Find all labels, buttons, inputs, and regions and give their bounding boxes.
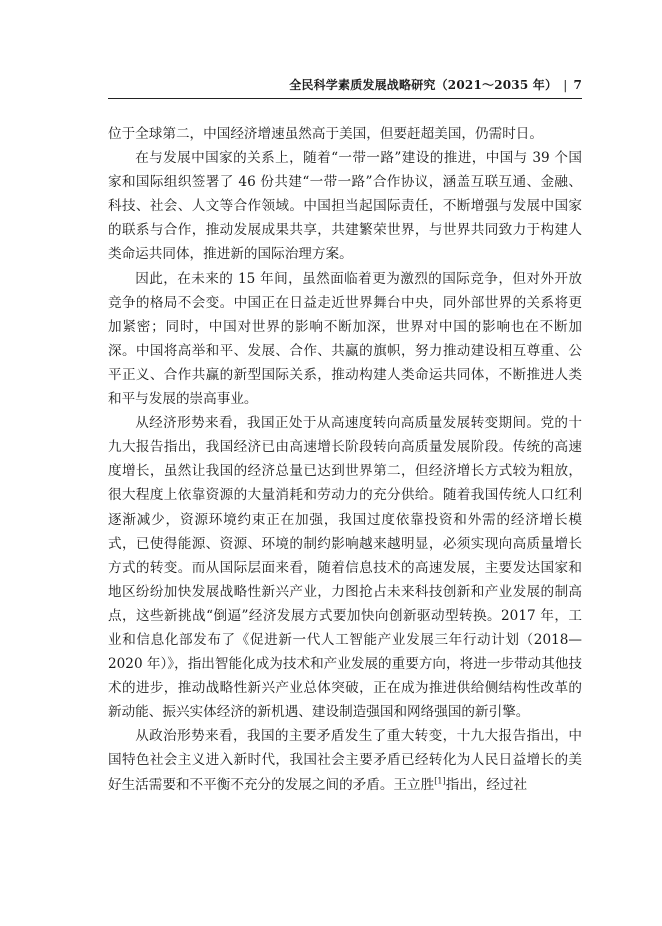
paragraph-1: 位于全球第二，中国经济增速虽然高于美国，但要赶超美国，仍需时日。 (108, 126, 543, 142)
paragraph-2: 在与发展中国家的关系上，随着“一带一路”建设的推进，中国与 39 个国家和国际组织签署了 46 份共建“一带一路”合作协议，涵盖互联互通、金融、科技、社会、人文等合作领域。中国担当起国际责任，不断增强与发展中国家的联系与合作，推动发展成果共享，共建繁荣世界，与世界共同致力于构建人类命运共同体，推进新的国际治理方案。 (108, 150, 582, 263)
header-separator: | (563, 77, 568, 92)
book-title: 全民科学素质发展战略研究（2021～2035 年） (289, 78, 558, 92)
paragraph-3: 因此，在未来的 15 年间，虽然面临着更为激烈的国际竞争，但对外开放竞争的格局不会变。中国正在日益走近世界舞台中央，同外部世界的关系将更加紧密；同时，中国对世界的影响不断加深，世界对中国的影响也在不断加深。中国将高举和平、发展、合作、共赢的旗帜，努力推动建设相互尊重、公平正义、合作共赢的新型国际关系，推动构建人类命运共同体，不断推进人类和平与发展的崇高事业。 (108, 270, 582, 408)
paragraph-5-text-start: 从政治形势来看，我国的主要矛盾发生了重大转变，十九大报告指出，中国特色社会主义进入新时代，我国社会主要矛盾已经转化为人民日益增长的美好生活需要和不平衡不充分的发展之间的矛盾。王立胜 (108, 728, 582, 793)
header-rule (108, 98, 582, 99)
paragraph-5-text-end: 指出，经过社 (445, 776, 528, 793)
paragraph-5 (108, 724, 582, 796)
page-number: 7 (573, 77, 582, 92)
paragraph-4: 从经济形势来看，我国正处于从高速度转向高质量发展转变期间。党的十九大报告指出，我国经济已由高速增长阶段转向高质量发展阶段。传统的高速度增长，虽然让我国的经济总量已达到世界第二，但经济增长方式较为粗放，很大程度上依靠资源的大量消耗和劳动力的充分供给。随着我国传统人口红利逐渐减少，资源环境约束正在加强，我国过度依靠投资和外需的经济增长模式，已使得能源、资源、环境的制约影响越来越明显，必须实现向高质量增长方式的转变。而从国际层面来看，随着信息技术的高速发展，主要发达国家和地区纷纷加快发展战略性新兴产业，力图抢占未来科技创新和产业发展的制高点，这些新挑战“倒逼”经济发展方式要加快向创新驱动型转换。2017 年，工业和信息化部发布了《促进新一代人工智能产业发展三年行动计划（2018—2020 年）》，指出智能化成为技术和产业发展的重要方向，将进一步带动其他技术的进步，推动战略性新兴产业总体突破，正在成为推进供给侧结构性改革的新动能、振兴实体经济的新机遇、建设制造强国和网络强国的新引擎。 (108, 415, 582, 721)
citation-marker: [1] (434, 776, 446, 785)
body-text (108, 122, 582, 797)
running-header (108, 76, 582, 93)
